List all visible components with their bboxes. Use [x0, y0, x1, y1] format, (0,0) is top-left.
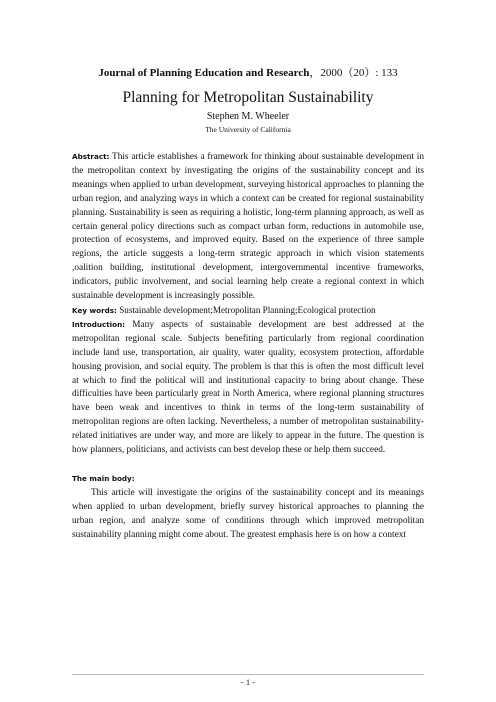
main-body-paragraph: This article will investigate the origins of the sustainability concept and its meanings when applied to urban development, briefly survey historical approaches to planning the urban region, and analyze some of conditions through which improved metropolitan sustainability planning might come about. The greatest emphasis here is on how a context	[72, 487, 424, 540]
article-title: Planning for Metropolitan Sustainability	[122, 89, 374, 106]
abstract-paragraph	[72, 150, 424, 304]
keywords-text: Sustainable development;Metropolitan Planning;Ecological protection	[116, 304, 376, 315]
introduction-text: Many aspects of sustainable development are best addressed at the metropolitan regional scale. Subjects benefiting particularly from regional coordination include land use, transportation, air quality, water quality, ecosystem protection, affordable housing provision, and social equity. The problem is that this is often the most difficult level at which to find the political will and institutional capacity to bring about change. These difficulties have been particularly great in North America, where regional planning structures have been weak and incentives to think in terms of the long-term sustainability of metropolitan regions are often lacking. Nevertheless, a number of metropolitan sustainability-related initiatives are under way, and more are likely to appear in the future. The question is how planners, politicians, and activists can best develop these or help them succeed.	[72, 319, 424, 456]
journal-name: Journal of Planning Education and Research	[98, 67, 310, 79]
main-body-heading: The main body:	[72, 473, 135, 483]
journal-header	[72, 66, 424, 80]
page-content	[72, 66, 424, 543]
author-affiliation: The University of California	[205, 125, 291, 134]
keywords-label: Key words:	[72, 305, 117, 315]
introduction-paragraph	[72, 318, 424, 458]
page-number: - 1 -	[240, 677, 256, 687]
journal-citation: ，2000（20）: 133	[309, 67, 398, 79]
introduction-label: Introduction:	[72, 319, 126, 329]
article-author: Stephen M. Wheeler	[206, 111, 290, 122]
abstract-text: This article establishes a framework for thinking about sustainable development in the metropolitan context by investigating the origins of the sustainability concept and its meanings when applied to urban development, surveying historical approaches to planning the urban region, and analyzing ways in which a context can be created for regional sustainability planning. Sustainability is seen as requiring a holistic, long-term planning approach, as well as certain general policy directions such as compact urban form, reductions in automobile use, protection of ecosystems, and improved equity. Based on the experience of three sample regions, the article suggests a long-term strategic approach in which vision statements ,oalition building, institutional development, intergovernmental incentive frameworks, indicators, public involvement, and social learning help create a regional context in which sustainable development is increasingly possible.	[72, 152, 424, 302]
keywords-line	[72, 304, 424, 318]
footer-divider	[72, 674, 424, 675]
abstract-label: Abstract:	[72, 152, 110, 161]
